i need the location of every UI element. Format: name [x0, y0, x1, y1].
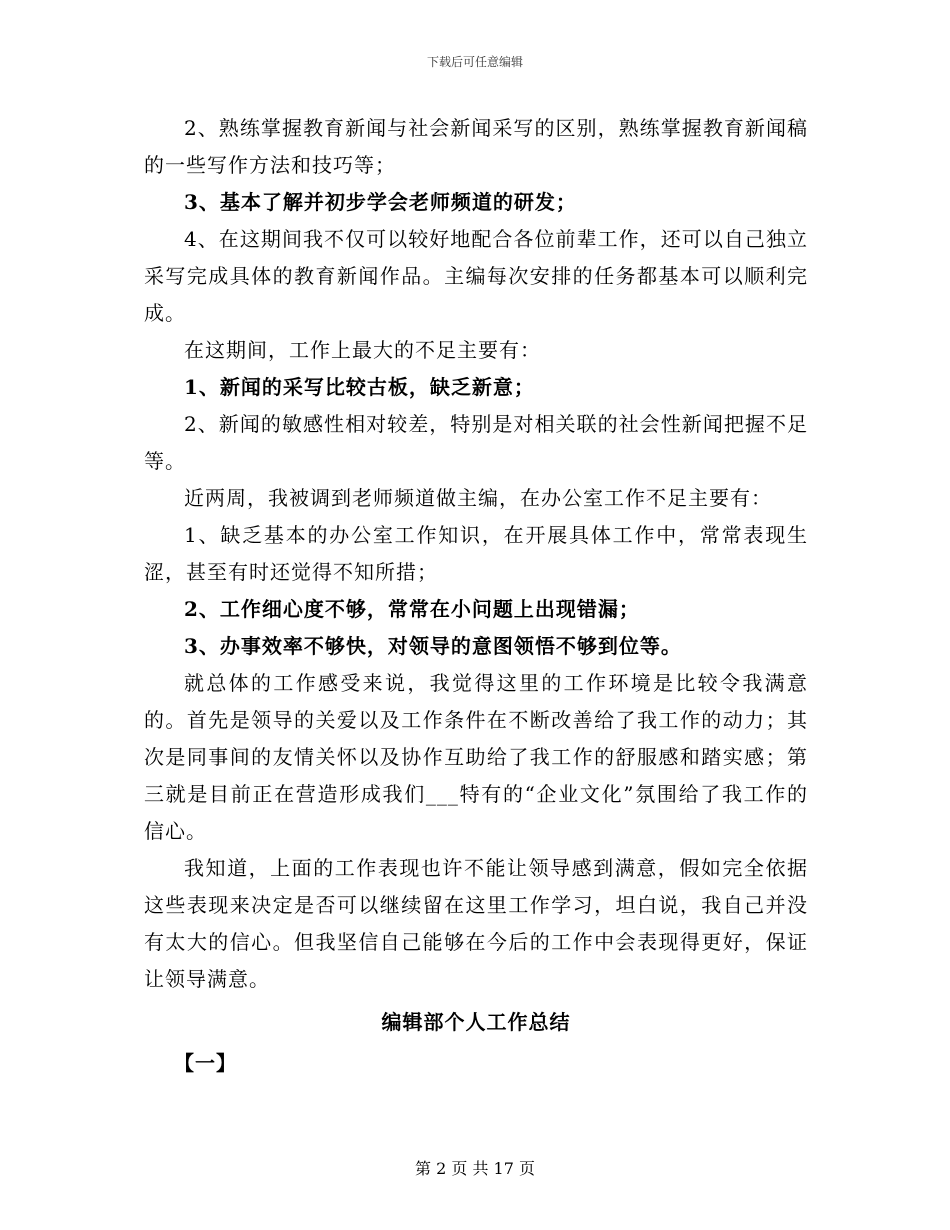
document-title: 编辑部个人工作总结	[381, 1010, 571, 1034]
paragraph: 我知道，上面的工作表现也许不能让领导感到满意，假如完全依据这些表现来决定是否可以继续留在这里工作学习，坦白说，我自己并没有太大的信心。但我坚信自己能够在今后的工作中会表现得更好，保证让领导满意。	[144, 856, 808, 991]
page-header: 下载后可任意编辑	[426, 55, 523, 69]
paragraph: 1、缺乏基本的办公室工作知识，在开展具体工作中，常常表现生涩，甚至有时还觉得不知所措；	[144, 523, 808, 584]
paragraph: 2、工作细心度不够，常常在小问题上出现错漏；	[184, 597, 640, 621]
document-body	[144, 110, 808, 1082]
paragraph: 就总体的工作感受来说，我觉得这里的工作环境是比较令我满意的。首先是领导的关爱以及工作条件在不断改善给了我工作的动力；其次是同事间的友情关怀以及协作互助给了我工作的舒服感和踏实感；第三就是目前正在营造形成我们___特有的“企业文化”氛围给了我工作的信心。	[144, 671, 808, 843]
paragraph: 1、新闻的采写比较古板，缺乏新意；	[184, 375, 535, 399]
paragraph: 2、新闻的敏感性相对较差，特别是对相关联的社会性新闻把握不足等。	[144, 412, 808, 473]
paragraph: 3、办事效率不够快，对领导的意图领悟不够到位等。	[184, 634, 682, 658]
section-label: 【一】	[174, 1051, 237, 1075]
paragraph: 在这期间，工作上最大的不足主要有：	[184, 338, 541, 362]
paragraph: 2、熟练掌握教育新闻与社会新闻采写的区别，熟练掌握教育新闻稿的一些写作方法和技巧等；	[144, 116, 808, 177]
paragraph: 4、在这期间我不仅可以较好地配合各位前辈工作，还可以自己独立采写完成具体的教育新闻作品。主编每次安排的任务都基本可以顺利完成。	[144, 227, 808, 325]
page-footer: 第 2 页 共 17 页	[415, 1159, 535, 1178]
paragraph: 近两周，我被调到老师频道做主编，在办公室工作不足主要有：	[184, 486, 772, 510]
paragraph: 3、基本了解并初步学会老师频道的研发；	[184, 190, 577, 214]
